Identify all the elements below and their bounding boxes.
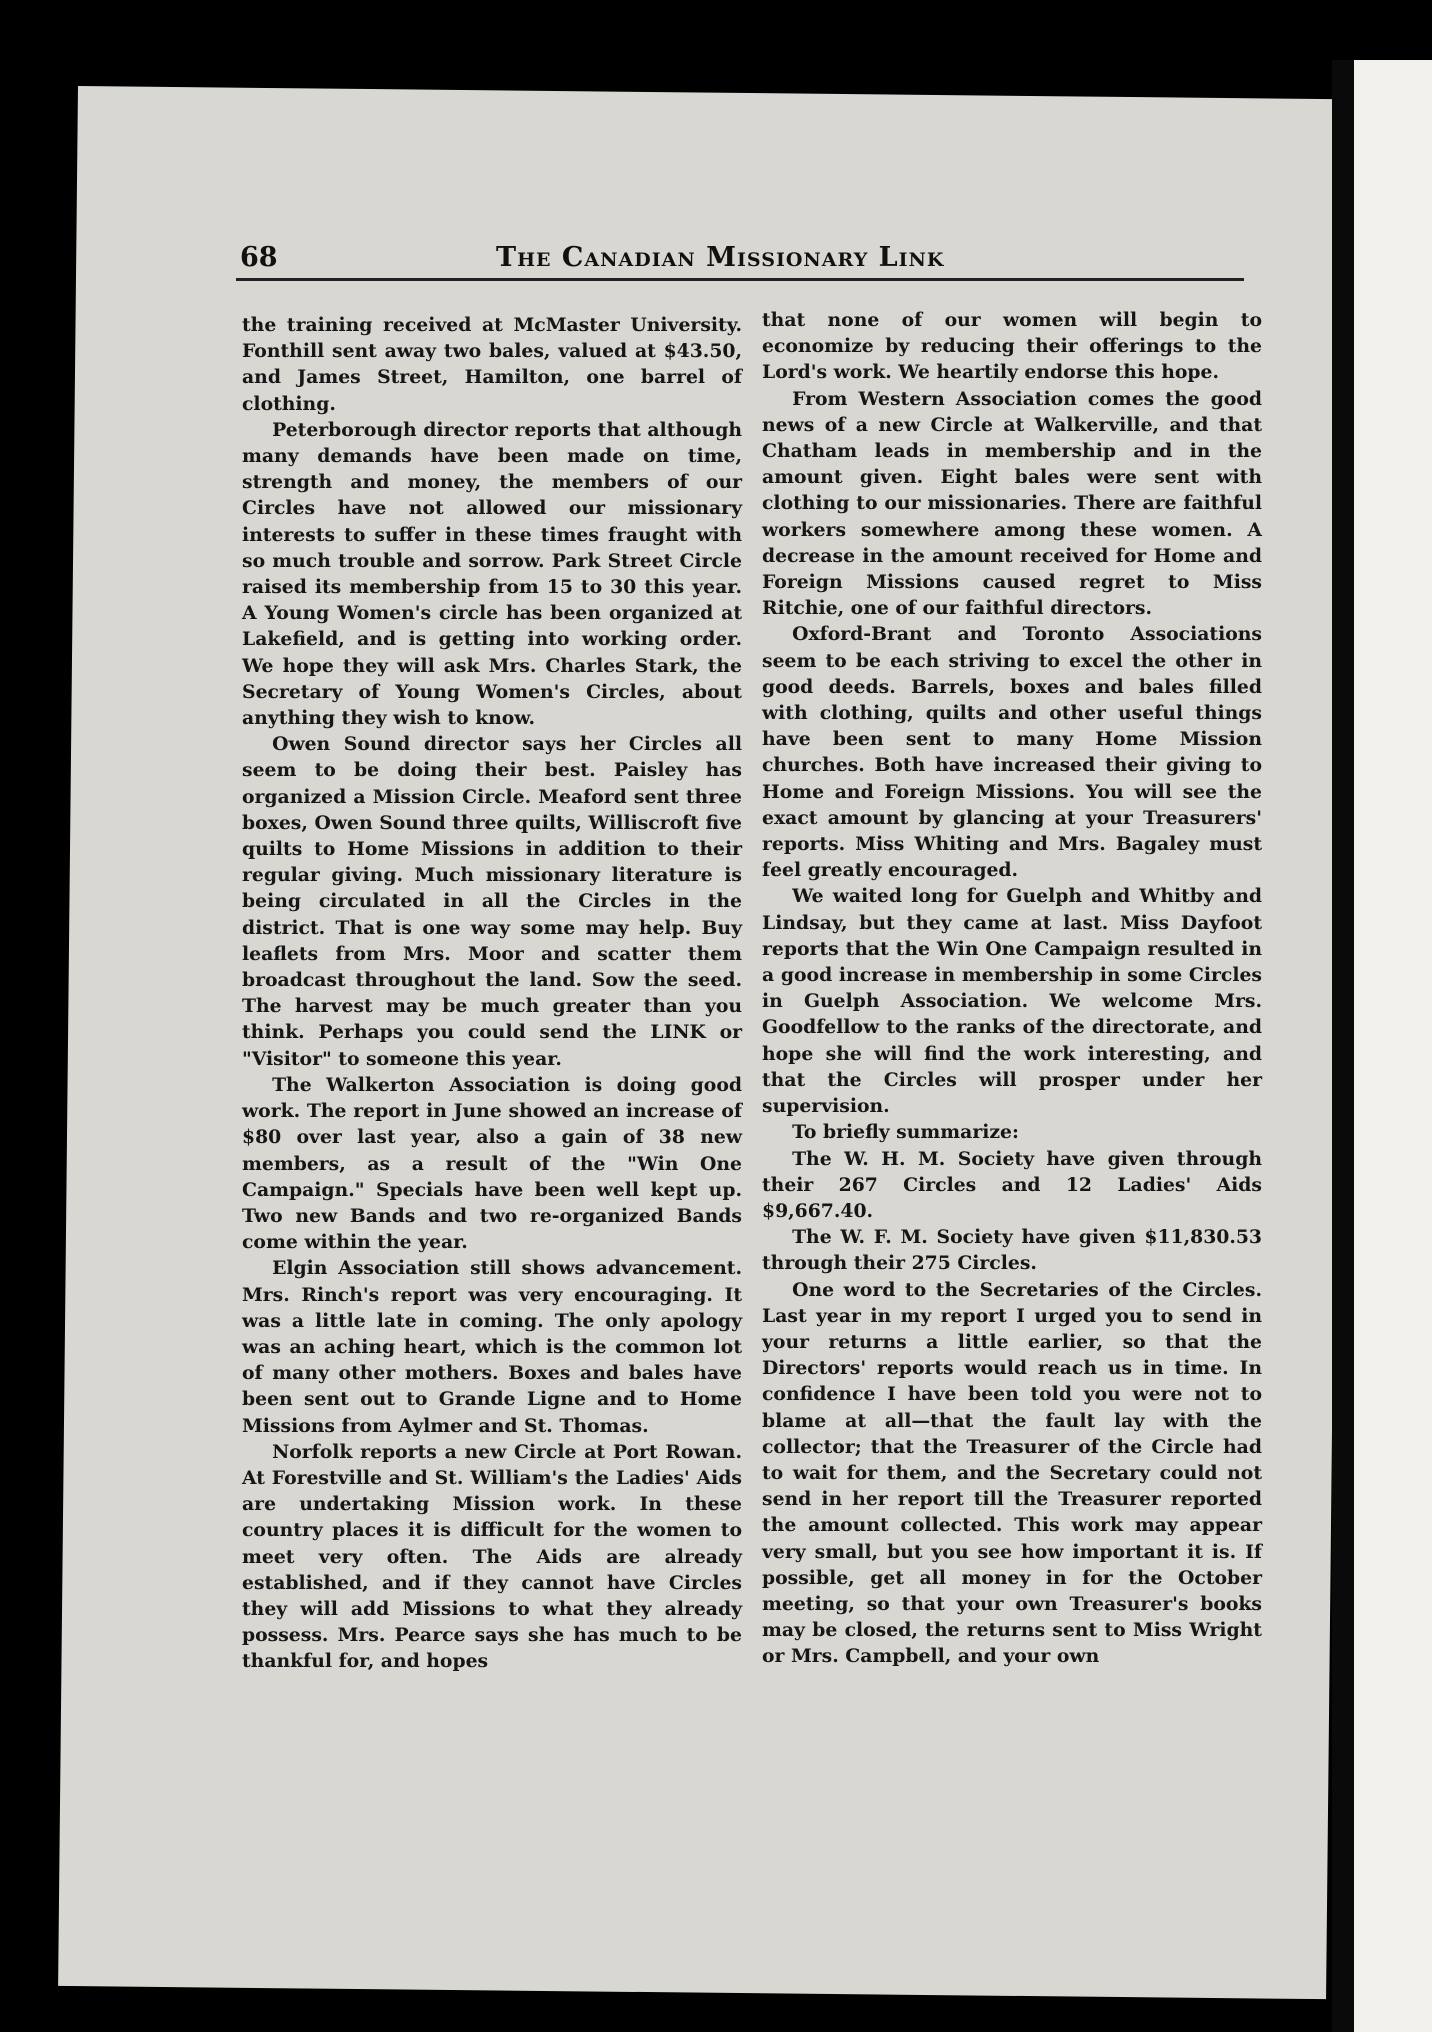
paragraph: To briefly summarize: [792,1121,1019,1144]
paragraph: that none of our women will begin to economize by reducing their offerings to the Lord's work. We heartily endorse this hope. [762,309,1262,384]
paragraph: Peterborough director reports that although many demands have been made on time, strength and money, the members of our Circles have not allowed our missionary interests to suffer in these times fraught with so much trouble and sorrow. Park Street Circle raised its membership from 15 to 30 this year. A Young Women's circle has been organized at Lakefield, and is getting into working order. We hope they will ask Mrs. Charles Stark, the Secretary of Young Women's Circles, about anything they wish to know. [242,418,742,730]
paragraph: Elgin Association still shows advancement. Mrs. Rinch's report was very encouraging. It was a little late in coming. The only apology was an aching heart, which is the common lot of many other mothers. Boxes and bales have been sent out to Grande Ligne and to Home Missions from Aylmer and St. Thomas. [242,1257,742,1437]
facing-page-edge [1354,60,1432,2032]
header-rule [236,278,1244,281]
page-header [158,150,1178,273]
paragraph: Norfolk reports a new Circle at Port Rowan. At Forestville and St. William's the Ladies' Aids are undertaking Mission work. In these country places it is difficult for the women to meet very often. The Aids are already established, and if they cannot have Circles they will add Missions to what they already possess. Mrs. Pearce says she has much to be thankful for, and hopes [242,1440,742,1673]
right-column [762,307,1262,1670]
paragraph: We waited long for Guelph and Whitby and Lindsay, but they came at last. Miss Dayfoot reports that the Win One Campaign resulted in a good increase in membership in some Circles in Guelph Association. We welcome Mrs. Goodfellow to the ranks of the directorate, and hope she will find the work interesting, and that the Circles will prosper under her supervision. [762,885,1262,1118]
book-gutter [1332,60,1354,2032]
page-number: 68 [240,242,278,273]
paragraph: Oxford-Brant and Toronto Associations seem to be each striving to excel the other in good deeds. Barrels, boxes and bales filled with clothing, quilts and other useful things have been sent to many Home Mission churches. Both have increased their giving to Home and Foreign Missions. You will see the exact amount by glancing at your Treasurers' reports. Miss Whiting and Mrs. Bagaley must feel greatly encouraged. [762,623,1262,882]
paragraph: the training received at McMaster University. Fonthill sent away two bales, valued at $43.50, and James Street, Hamilton, one barrel of clothing. [242,314,742,415]
paragraph: One word to the Secretaries of the Circles. Last year in my report I urged you to send in your returns a little earlier, so that the Directors' reports would reach us in time. In confidence I have been told you were not to blame at all—that the fault lay with the collector; that the Treasurer of the Circle had to wait for them, and the Secretary could not send in her report till the Treasurer reported the amount collected. This work may appear very small, but you see how important it is. If possible, get all money in for the October meeting, so that your own Treasurer's books may be closed, the returns sent to Miss Wright or Mrs. Campbell, and your own [762,1278,1262,1668]
paragraph: The Walkerton Association is doing good work. The report in June showed an increase of $80 over last year, also a gain of 38 new members, as a result of the "Win One Campaign." Specials have been well kept up. Two new Bands and two re-organized Bands come within the year. [242,1073,742,1254]
paragraph: Owen Sound director says her Circles all seem to be doing their best. Paisley has organized a Mission Circle. Meaford sent three boxes, Owen Sound three quilts, Williscroft five quilts to Home Missions in addition to their regular giving. Much missionary literature is being circulated in all the Circles in the district. That is one way some may help. Buy leaflets from Mrs. Moor and scatter them broadcast throughout the land. Sow the seed. The harvest may be much greater than you think. Perhaps you could send the LINK or "Visitor" to someone this year. [242,733,742,1070]
paragraph: The W. H. M. Society have given through their 267 Circles and 12 Ladies' Aids $9,667.40. [762,1147,1262,1222]
left-column [242,312,742,1675]
running-head: The Canadian Missionary Link [496,242,945,273]
paragraph: From Western Association comes the good news of a new Circle at Walkerville, and that Chatham leads in membership and in the amount given. Eight bales were sent with clothing to our missionaries. There are faithful workers somewhere among these women. A decrease in the amount received for Home and Foreign Missions caused regret to Miss Ritchie, one of our faithful directors. [762,387,1262,620]
paragraph: The W. F. M. Society have given $11,830.53 through their 275 Circles. [762,1226,1262,1275]
